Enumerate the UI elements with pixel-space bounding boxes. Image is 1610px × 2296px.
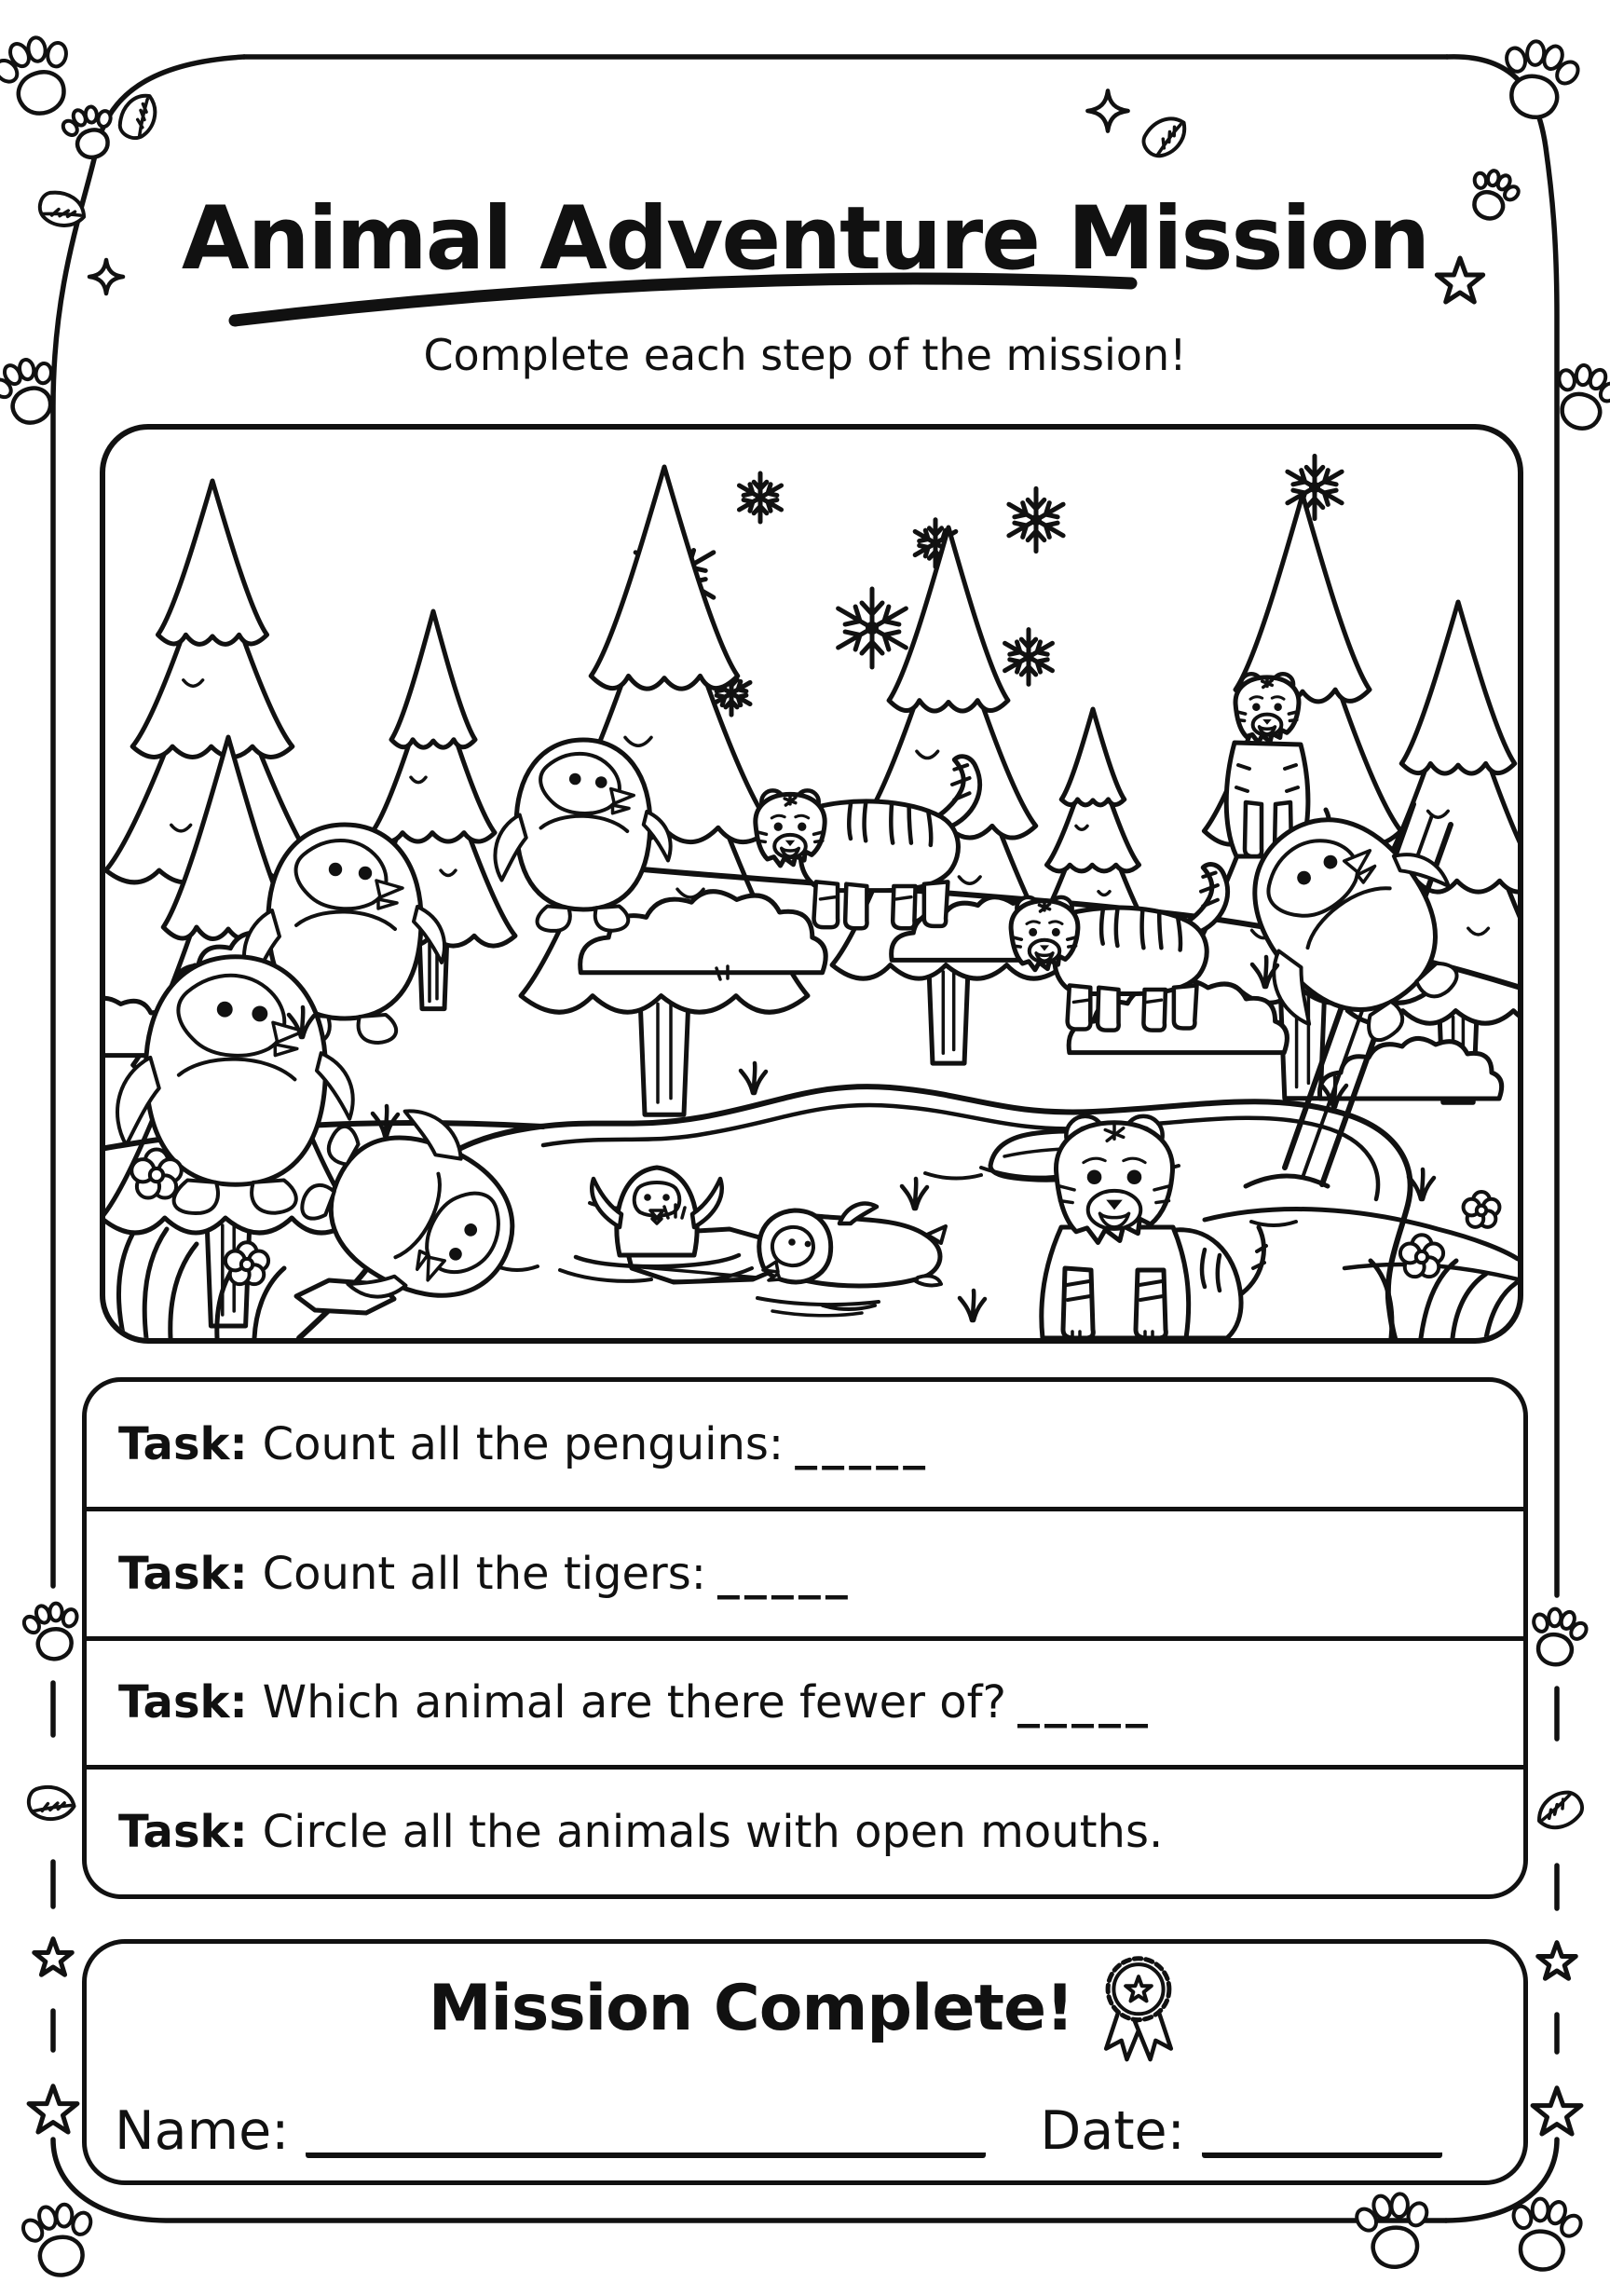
leaf-icon [1138,111,1194,161]
paw-print-icon [19,1599,87,1664]
star-icon [1533,2088,1581,2134]
task-text: Count all the tigers: [262,1547,706,1600]
star-icon [29,2086,77,2132]
paw-print-icon [17,2199,101,2280]
task-label: Task: [118,1676,248,1729]
coloring-scene [100,424,1523,1344]
leaf-icon [1533,1787,1587,1833]
award-ribbon-icon [1096,1953,1181,2063]
name-label: Name: [115,2100,290,2162]
date-label: Date: [1040,2100,1185,2162]
task-label: Task: [118,1806,248,1859]
name-input-line[interactable] [306,2110,986,2158]
mission-complete-box [82,1939,1528,2185]
task-row [87,1636,1523,1766]
date-input-line[interactable] [1202,2110,1442,2158]
leaf-icon [25,1783,77,1824]
task-list [82,1377,1528,1899]
page-title: Animal Adventure Mission [181,188,1429,290]
page-subtitle: Complete each step of the mission! [423,330,1187,380]
paw-print-icon [1523,1604,1592,1671]
task-text: Count all the penguins: [262,1417,785,1470]
task-label: Task: [118,1547,248,1600]
task-answer-blank[interactable]: _____ [716,1547,853,1600]
star-icon [34,1939,73,1975]
task-text: Which animal are there fewer of? [262,1676,1006,1729]
task-label: Task: [118,1417,248,1470]
star-icon [1538,1943,1576,1979]
paw-print-icon [0,27,86,124]
task-answer-blank[interactable]: _____ [1016,1676,1153,1729]
sparkle-icon [1087,90,1127,130]
tiger-figure [1042,1116,1266,1338]
penguin-figure [757,1204,946,1316]
task-row [87,1765,1523,1894]
task-row [87,1382,1523,1507]
mission-complete-title: Mission Complete! [428,1971,1074,2045]
task-answer-blank[interactable]: _____ [795,1417,931,1470]
task-text: Circle all the animals with open mouths. [262,1806,1164,1859]
paw-print-icon [1490,33,1586,126]
paw-print-watermark [1351,2190,1436,2271]
task-row [87,1507,1523,1636]
